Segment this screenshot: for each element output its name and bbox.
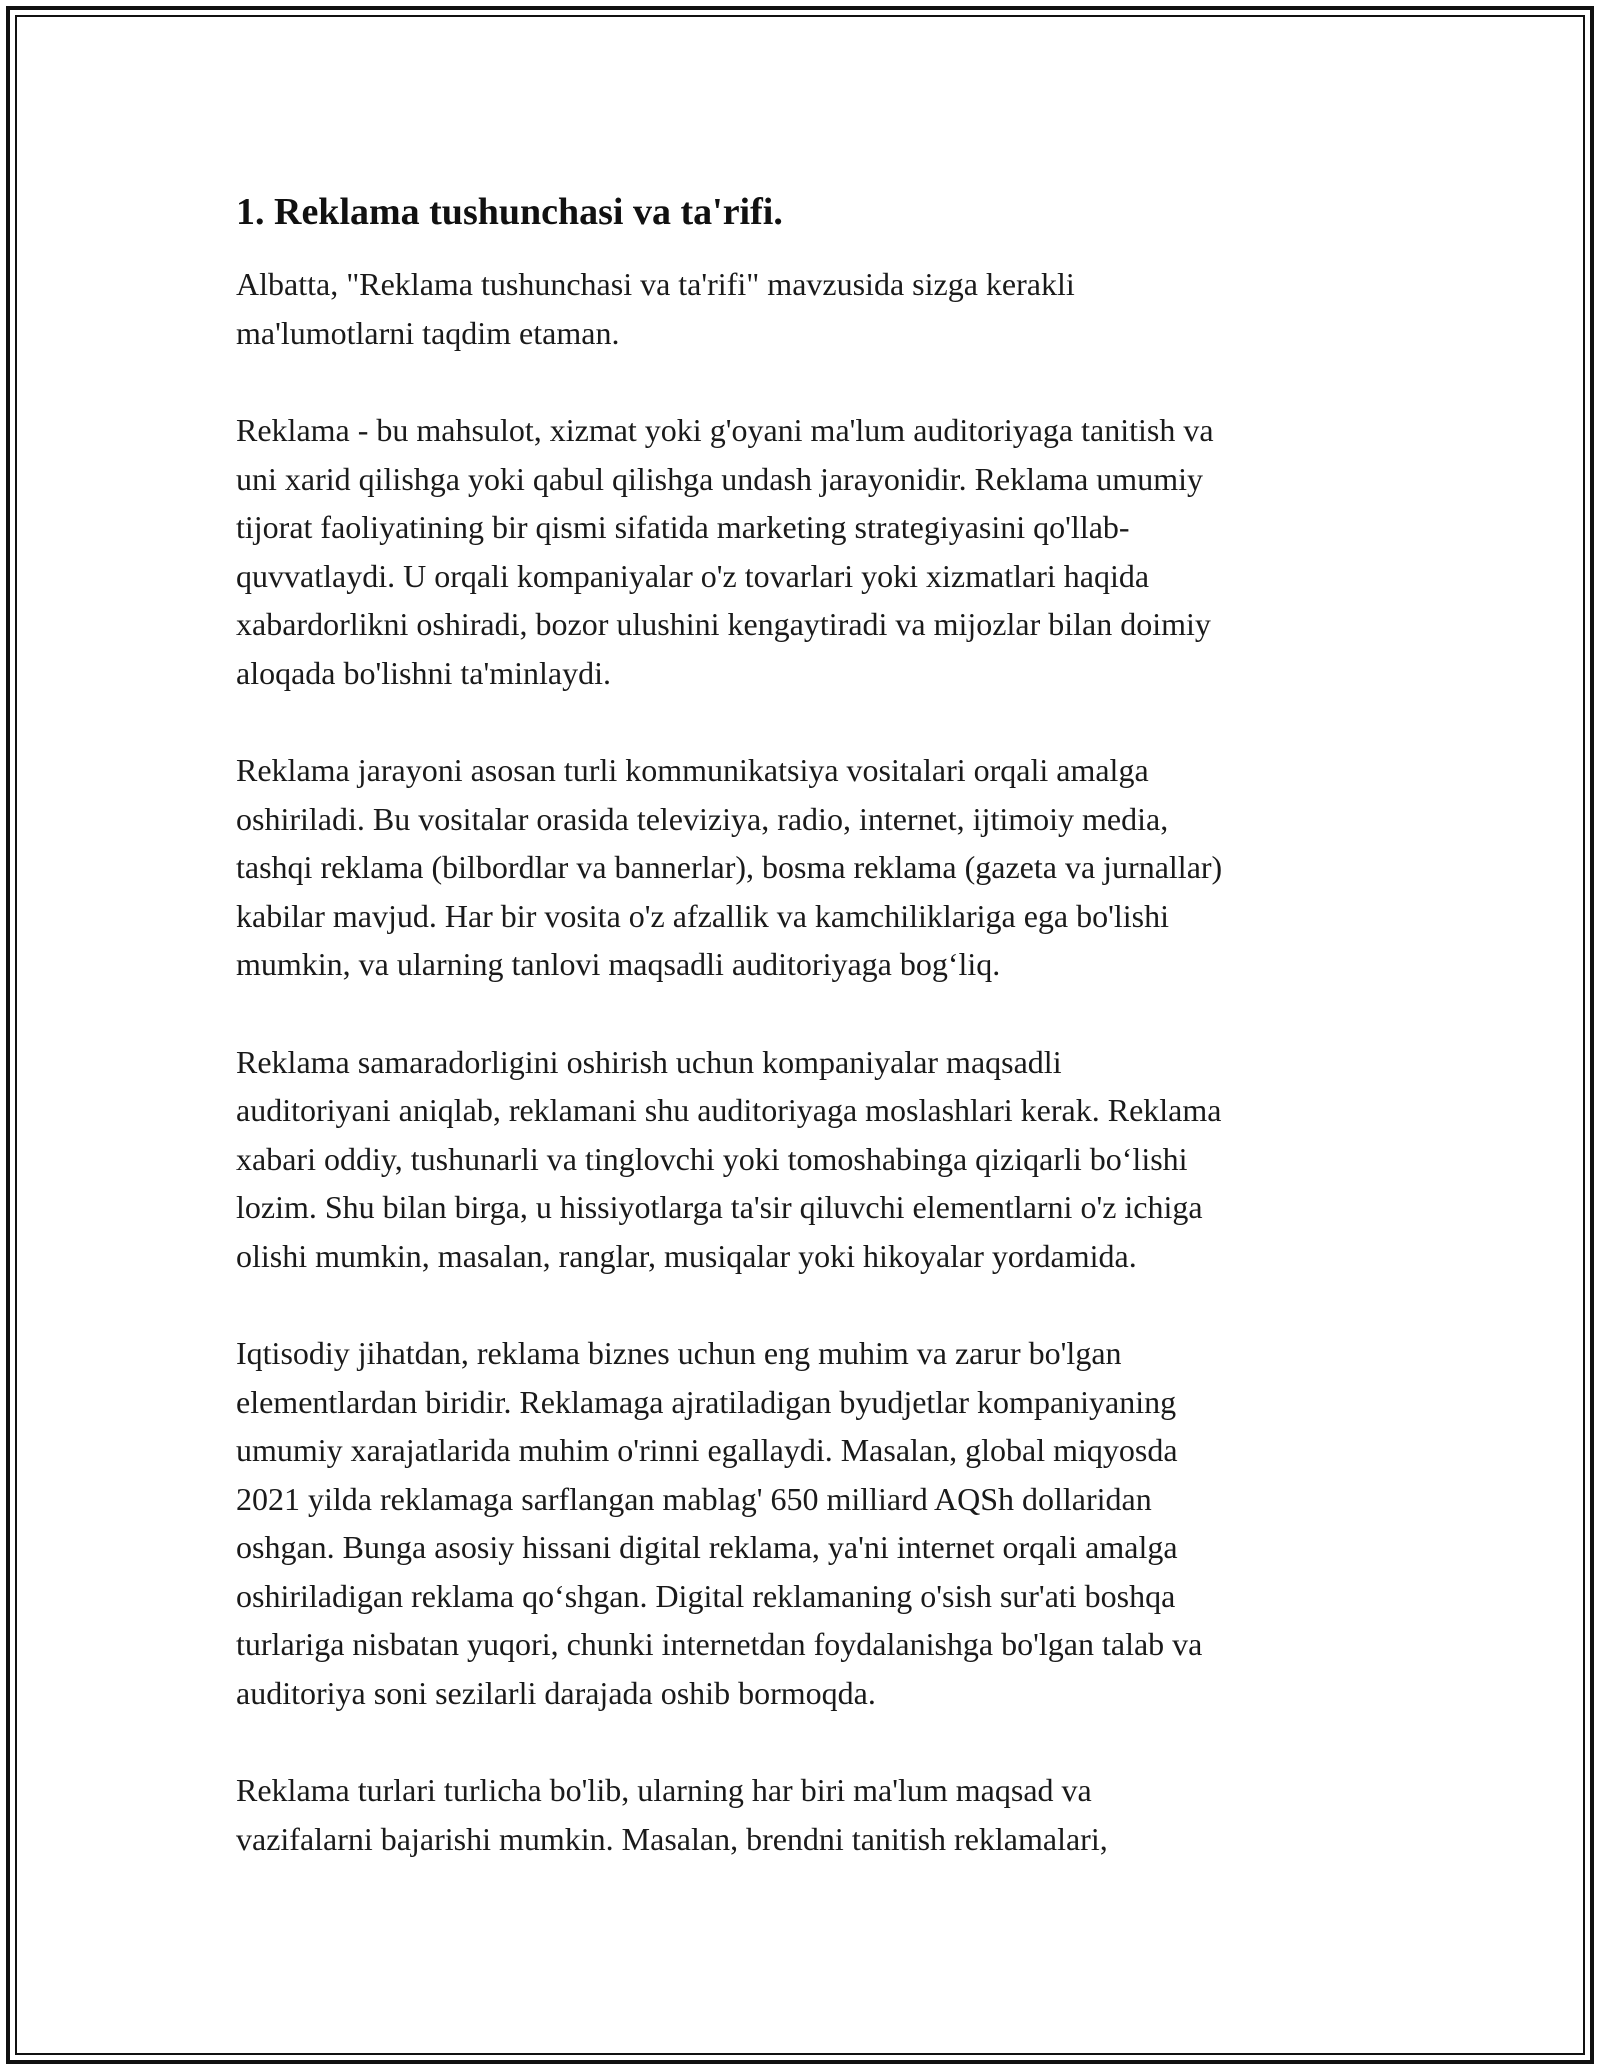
paragraph-line: uni xarid qilishga yoki qabul qilishga undash jarayonidir. Reklama umumiy [236,460,1203,497]
document-body [236,188,1376,1863]
paragraph-line: tijorat faoliyatining bir qismi sifatida marketing strategiyasini qo'llab- [236,509,1130,545]
paragraph-line: turlariga nisbatan yuqori, chunki internetdan foydalanishga bo'lgan talab va [236,1626,1203,1662]
paragraph-line: Reklama samaradorligini oshirish uchun kompaniyalar maqsadli [236,1043,1062,1080]
paragraph-line: tashqi reklama (bilbordlar va bannerlar), bosma reklama (gazeta va jurnallar) [236,849,1223,885]
paragraph-definition [236,406,1376,697]
paragraph-line: olishi mumkin, masalan, ranglar, musiqalar yoki hikoyalar yordamida. [236,1237,1137,1274]
paragraph-line: oshiriladi. Bu vositalar orasida televiziya, radio, internet, ijtimoiy media, [236,800,1169,837]
paragraph-line: Albatta, "Reklama tushunchasi va ta'rifi" mavzusida sizga kerakli [236,266,1075,302]
paragraph-line: aloqada bo'lishni ta'minlaydi. [236,654,612,691]
paragraph-line: oshiriladigan reklama qo‘shgan. Digital reklamaning o'sish sur'ati boshqa [236,1577,1176,1614]
paragraph-intro [236,260,1376,357]
paragraph-line: Iqtisodiy jihatdan, reklama biznes uchun eng muhim va zarur bo'lgan [236,1335,1122,1371]
paragraph-line: umumiy xarajatlarida muhim o'rinni egallaydi. Masalan, global miqyosda [236,1432,1178,1468]
paragraph-line: Reklama jarayoni asosan turli kommunikatsiya vositalari orqali amalga [236,752,1149,788]
paragraph-line: xabardorlikni oshiradi, bozor ulushini kengaytiradi va mijozlar bilan doimiy [236,606,1211,642]
paragraph-line: mumkin, va ularning tanlovi maqsadli auditoriyaga bog‘liq. [236,946,1001,982]
paragraph-line: oshgan. Bunga asosiy hissani digital reklama, ya'ni internet orqali amalga [236,1529,1178,1565]
paragraph-line: auditoriya soni sezilarli darajada oshib bormoqda. [236,1674,876,1711]
paragraph-channels [236,746,1376,989]
paragraph-line: kabilar mavjud. Har bir vosita o'z afzallik va kamchiliklariga ega bo'lishi [236,897,1169,934]
paragraph-types [236,1766,1376,1863]
paragraph-economics [236,1329,1376,1717]
paragraph-line: ma'lumotlarni taqdim etaman. [236,314,620,351]
paragraph-line: auditoriyani aniqlab, reklamani shu auditoriyaga moslashlari kerak. Reklama [236,1092,1222,1128]
section-heading: 1. Reklama tushunchasi va ta'rifi. [236,191,783,233]
paragraph-line: 2021 yilda reklamaga sarflangan mablag' 650 milliard AQSh dollaridan [236,1480,1152,1517]
paragraph-line: Reklama - bu mahsulot, xizmat yoki g'oyani ma'lum auditoriyaga tanitish va [236,412,1214,448]
paragraph-line: quvvatlaydi. U orqali kompaniyalar o'z tovarlari yoki xizmatlari haqida [236,557,1150,594]
paragraph-line: Reklama turlari turlicha bo'lib, ularning har biri ma'lum maqsad va [236,1772,1092,1808]
paragraph-line: xabari oddiy, tushunarli va tinglovchi yoki tomoshabinga qiziqarli bo‘lishi [236,1140,1188,1177]
paragraph-line: vazifalarni bajarishi mumkin. Masalan, brendni tanitish reklamalari, [236,1820,1108,1857]
paragraph-line: lozim. Shu bilan birga, u hissiyotlarga ta'sir qiluvchi elementlarni o'z ichiga [236,1189,1203,1225]
paragraph-effectiveness [236,1038,1376,1281]
paragraph-line: elementlardan biridir. Reklamaga ajratiladigan byudjetlar kompaniyaning [236,1383,1177,1420]
